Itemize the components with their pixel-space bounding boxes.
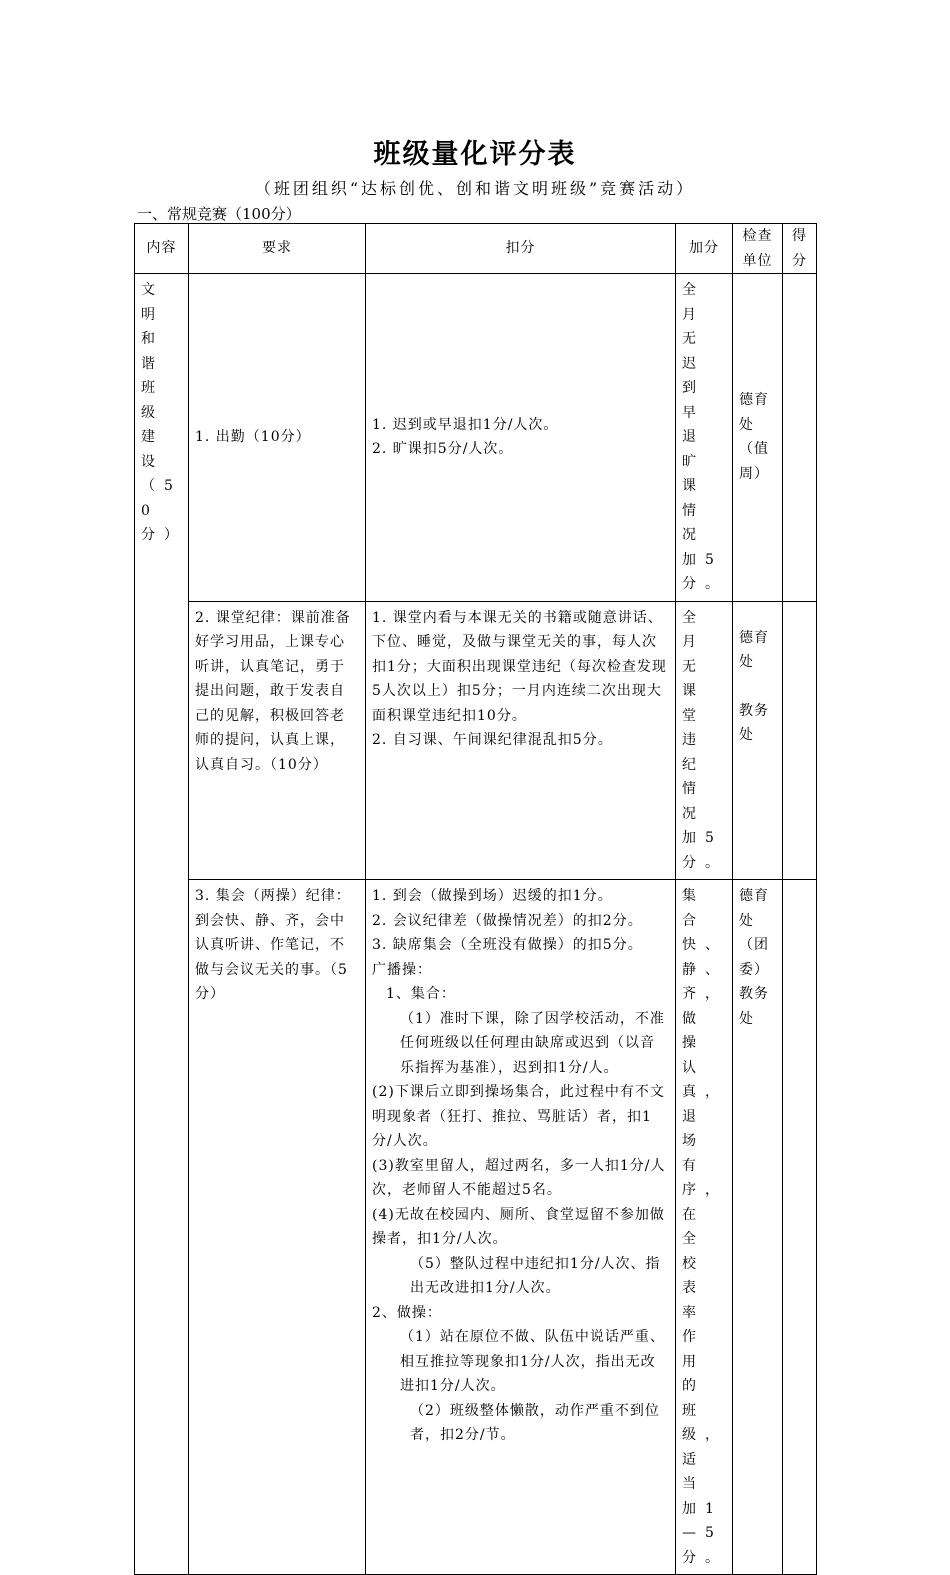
deduction-item: 2. 旷课扣5分/人次。	[372, 441, 514, 458]
deduction-item: 2、做操：	[372, 1304, 442, 1321]
requirement-cell: 3. 集会（两操）纪律：到会快、静、齐，会中认真听讲、作笔记，不做与会议无关的事。（5分）	[189, 880, 366, 1575]
score-table	[134, 223, 817, 1575]
header-score: 得分	[783, 224, 817, 274]
deduction-item: 广播操：	[372, 961, 432, 978]
table-row	[135, 880, 817, 1575]
bonus-cell: 全月无迟到早退旷课情况加5分。	[676, 274, 733, 602]
unit-line: 德育处	[739, 392, 769, 433]
unit-line: 教务处	[739, 702, 769, 743]
deduction-item: (3)教室里留人，超过两名，多一人扣1分/人次，老师留人不能超过5名。	[372, 1157, 666, 1198]
deduction-item: 2. 会议纪律差（做操情况差）的扣2分。	[372, 912, 643, 929]
page-subtitle: （班团组织“达标创优、创和谐文明班级”竞赛活动）	[254, 179, 696, 198]
deduction-item: (4)无故在校园内、厕所、食堂逗留不参加做操者，扣1分/人次。	[372, 1206, 665, 1247]
unit-line: 德育处	[739, 888, 769, 929]
deduction-cell	[366, 274, 676, 602]
header-content: 内容	[135, 224, 189, 274]
header-requirement: 要求	[189, 224, 366, 274]
unit-line	[739, 675, 776, 699]
score-cell[interactable]	[783, 601, 817, 880]
unit-line: 德育处	[739, 629, 769, 670]
deduction-item: (2)下课后立即到操场集合，此过程中有不文明现象者（狂打、推拉、骂脏话）者，扣1分/人次。	[372, 1084, 665, 1149]
requirement-cell: 1. 出勤（10分）	[189, 274, 366, 602]
unit-cell	[733, 880, 783, 1575]
deduction-item: 2. 自习课、午间课纪律混乱扣5分。	[372, 732, 613, 748]
unit-cell	[733, 601, 783, 880]
header-unit: 检查单位	[733, 224, 783, 274]
section-heading: 一、常规竞赛（100分）	[137, 205, 301, 223]
deduction-item: 1、集合：	[386, 986, 456, 1002]
header-deduction: 扣分	[366, 224, 676, 274]
deduction-item: 1. 课堂内看与本课无关的书籍或随意讲话、下位、睡觉，及做与课堂无关的事，每人次扣1分；大面积出现课堂违纪（每次检查发现5人次以上）扣5分；一月内连续二次出现大面积课堂违纪扣10分。	[372, 609, 667, 724]
deduction-item: （2）班级整体懒散，动作严重不到位者，扣2分/节。	[410, 1402, 660, 1443]
score-cell[interactable]	[783, 880, 817, 1575]
deduction-item: （5）整队过程中违纪扣1分/人次、指出无改进扣1分/人次。	[410, 1255, 661, 1296]
deduction-cell	[366, 880, 676, 1575]
score-cell[interactable]	[783, 274, 817, 602]
table-row	[135, 601, 817, 880]
category-cell: 文明和谐班级建设（50分）	[135, 274, 189, 1575]
unit-cell	[733, 274, 783, 602]
deduction-item: 1. 到会（做操到场）迟缓的扣1分。	[372, 888, 613, 904]
unit-line: 教务处	[739, 986, 769, 1027]
deduction-item: （1）准时下课，除了因学校活动，不准任何班级以任何理由缺席或迟到（以音乐指挥为基准），迟到扣1分/人。	[400, 1010, 665, 1076]
unit-line: （团委）	[739, 937, 769, 978]
table-header-row	[135, 224, 817, 274]
bonus-cell: 全月无课堂违纪情况加5分。	[676, 601, 733, 880]
table-row	[135, 274, 817, 602]
unit-line: （值周）	[739, 441, 769, 482]
deduction-item: （1）站在原位不做、队伍中说话严重、相互推拉等现象扣1分/人次，指出无改进扣1分/人次。	[400, 1329, 665, 1394]
page-title: 班级量化评分表	[373, 139, 577, 170]
bonus-cell: 集合快、静、齐，做操认真，退场有序，在全校表率作用的班级，适当加1—5分。	[676, 880, 733, 1575]
deduction-item: 3. 缺席集会（全班没有做操）的扣5分。	[372, 937, 643, 953]
deduction-item: 1. 迟到或早退扣1分/人次。	[372, 416, 559, 433]
requirement-cell: 2. 课堂纪律：课前准备好学习用品，上课专心听讲，认真笔记，勇于提出问题，敢于发表自己的见解，积极回答老师的提问，认真上课，认真自习。（10分）	[189, 601, 366, 880]
header-bonus: 加分	[676, 224, 733, 274]
deduction-cell	[366, 601, 676, 880]
